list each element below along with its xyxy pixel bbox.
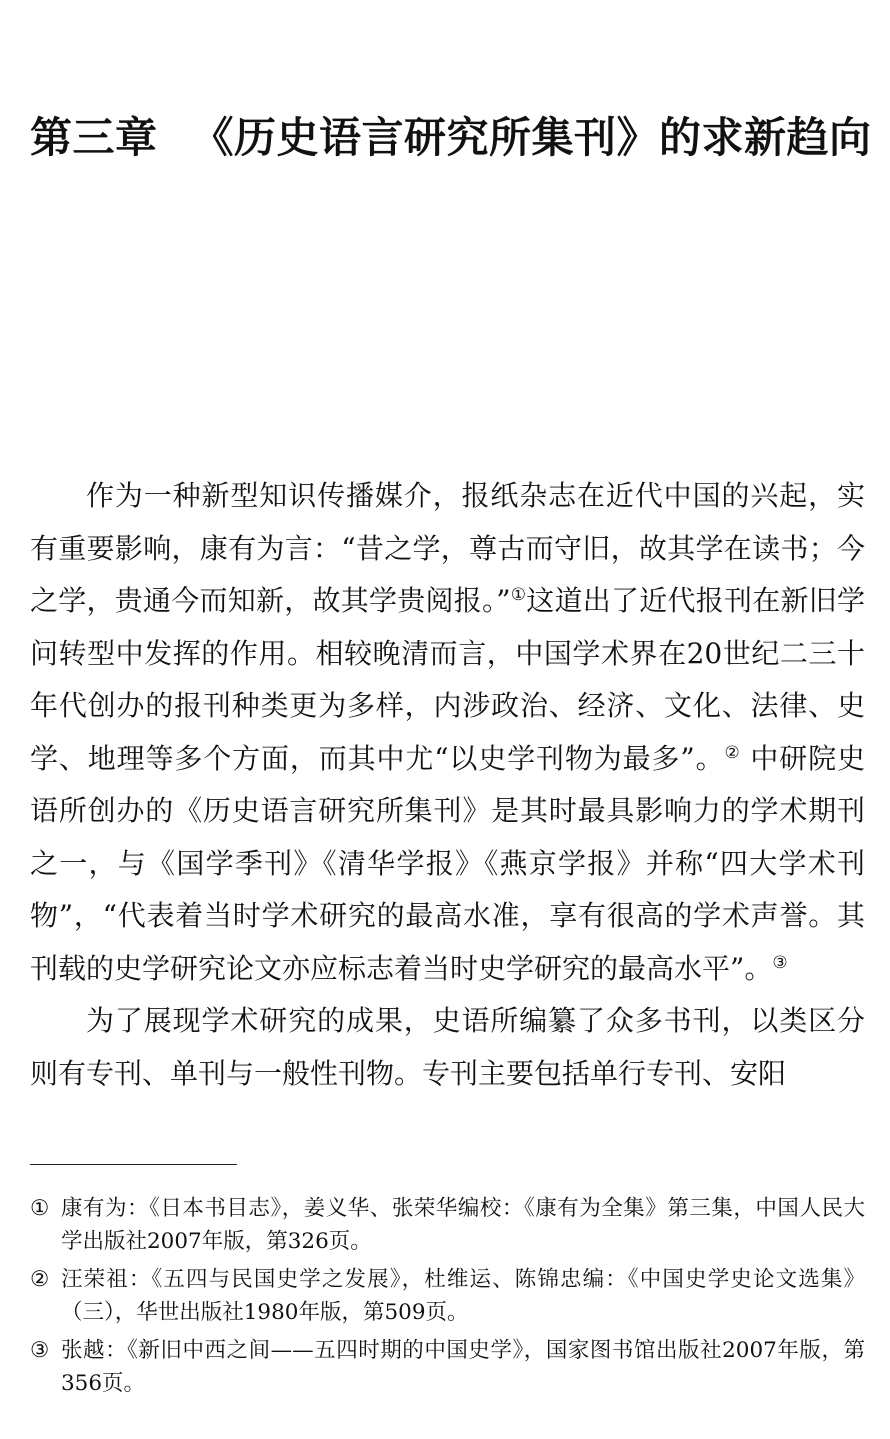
paragraph-2: 为了展现学术研究的成果，史语所编纂了众多书刊，以类区分则有专刊、单刊与一般性刊物。专刊主要包括单行专刊、安阳 — [30, 1004, 865, 1090]
footnote-2-mark: ② — [30, 1267, 50, 1292]
paragraph-1-part-2: 这道出了近代报刊在新旧学问转型中发挥的作用。相较晚清而言，中国学术界在20世纪二三十年代创办的报刊种类更为多样，内涉政治、经济、文化、法律、史学、地理等多个方面，而其中尤“以史学刊物为最多”。 — [30, 584, 865, 775]
footnote-2-text: 汪荣祖：《五四与民国史学之发展》，杜维运、陈锦忠编：《中国史学史论文选集》（三），华世出版社1980年版，第509页。 — [61, 1267, 865, 1325]
note-ref-1[interactable]: ① — [510, 585, 527, 605]
footnote-2 — [30, 1263, 865, 1329]
footnote-3-mark: ③ — [30, 1338, 50, 1363]
note-ref-2[interactable]: ② — [724, 742, 741, 763]
paragraph-1-part-3: 中研院史语所创办的《历史语言研究所集刊》是其时最具影响力的学术期刊之一，与《国学季刊》《清华学报》《燕京学报》并称“四大学术刊物”，“代表着当时学术研究的最高水准，享有很高的学术声誉。其刊载的史学研究论文亦应标志着当时史学研究的最高水平”。 — [30, 741, 865, 985]
note-ref-3[interactable]: ③ — [772, 952, 788, 973]
footnote-1-text: 康有为：《日本书目志》，姜义华、张荣华编校：《康有为全集》第三集，中国人民大学出版社2007年版，第326页。 — [61, 1196, 865, 1254]
footnote-3 — [30, 1334, 865, 1400]
chapter-heading: 《历史语言研究所集刊》的求新趋向 — [191, 113, 872, 162]
paragraph-1 — [30, 470, 865, 995]
footnotes — [30, 1192, 865, 1405]
chapter-title — [30, 108, 870, 168]
footnote-1 — [30, 1192, 865, 1258]
footnote-divider — [30, 1164, 237, 1165]
footnote-1-mark: ① — [30, 1196, 50, 1221]
paragraph-1-part-1: 作为一种新型知识传播媒介，报纸杂志在近代中国的兴起，实有重要影响，康有为言：“昔之学，尊古而守旧，故其学在读书；今之学，贵通今而知新，故其学贵阅报。” — [30, 479, 865, 617]
footnote-3-text: 张越：《新旧中西之间——五四时期的中国史学》，国家图书馆出版社2007年版，第356页。 — [61, 1338, 865, 1396]
body-text — [30, 470, 865, 1100]
chapter-number: 第三章 — [30, 113, 158, 162]
